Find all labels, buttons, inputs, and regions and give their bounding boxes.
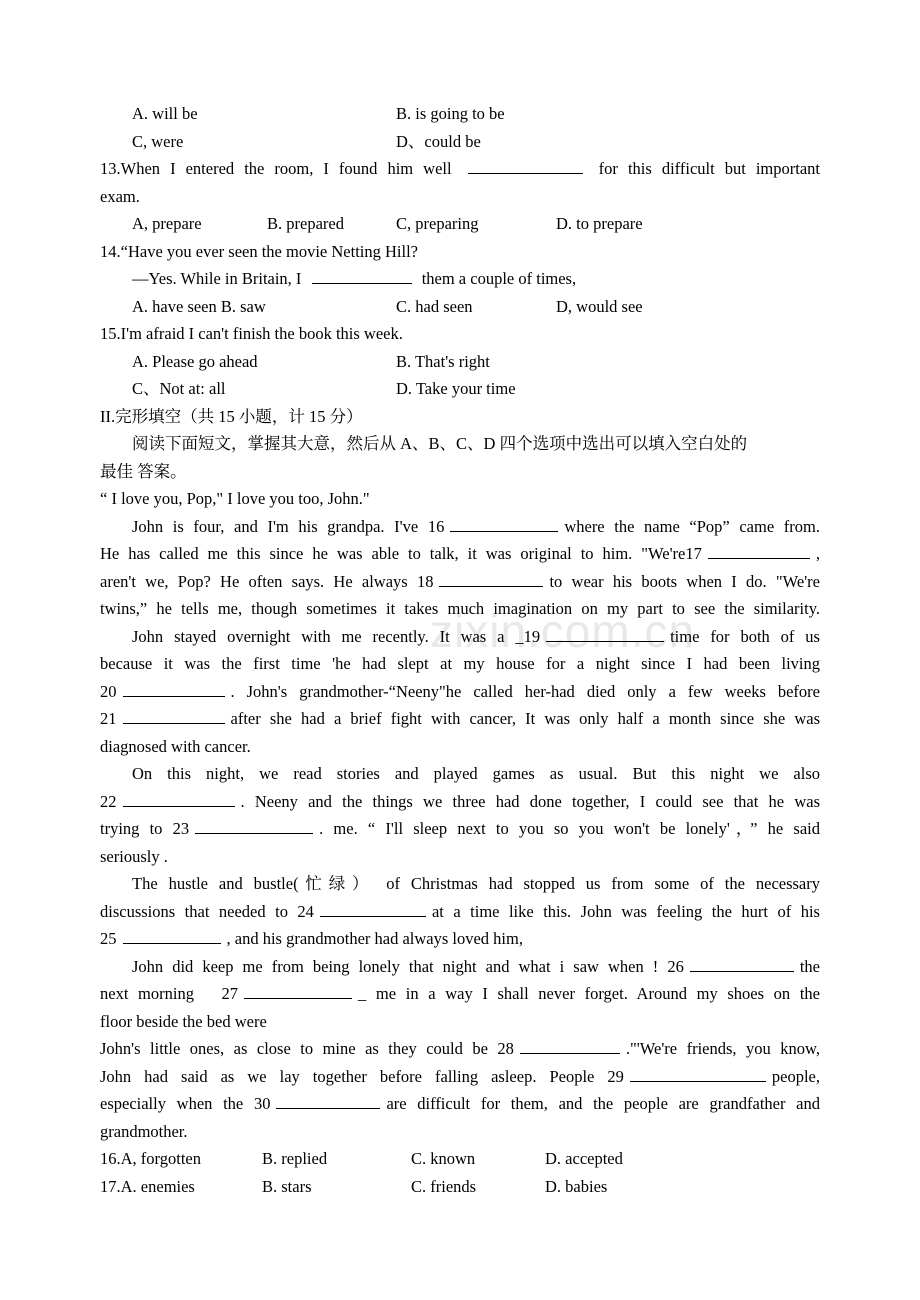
passage-text: John did keep me from being lonely that night and what i saw when ! 26 bbox=[132, 956, 684, 976]
q12-options-row2 bbox=[100, 128, 820, 156]
passage-line bbox=[100, 568, 820, 596]
q15-option-a: A. Please go ahead bbox=[132, 351, 258, 371]
passage-line: seriously . bbox=[100, 846, 168, 866]
passage-line bbox=[100, 513, 820, 541]
blank-22 bbox=[123, 788, 235, 807]
passage-text: John stayed overnight with me recently. It was a _19 bbox=[132, 626, 541, 646]
q13-option-b: B. prepared bbox=[267, 214, 344, 233]
blank-29 bbox=[630, 1063, 766, 1082]
q13-text: 13.When I entered the room, I found him well bbox=[100, 159, 452, 178]
q14-reply bbox=[100, 265, 820, 293]
q13-options bbox=[100, 210, 820, 238]
q14-options bbox=[100, 293, 820, 321]
blank-19 bbox=[546, 623, 664, 642]
passage-text: where the name “Pop” came from. bbox=[564, 516, 820, 536]
q17-option-d: D. babies bbox=[545, 1176, 608, 1196]
passage-text: 20 bbox=[100, 681, 117, 701]
passage-text: discussions that needed to 24 bbox=[100, 901, 314, 921]
passage-text: are difficult for them, and the people are grandfather and bbox=[386, 1094, 820, 1113]
passage-text: after she had a brief fight with cancer, It was only half a month since she was bbox=[230, 709, 820, 728]
passage-line bbox=[100, 1063, 820, 1091]
blank-27 bbox=[244, 980, 352, 999]
passage-text: to wear his boots when I do. "We're bbox=[549, 571, 820, 591]
section2-instructions-cont: 最佳 答案。 bbox=[100, 461, 187, 481]
passage-text: John's little ones, as close to mine as they could be 28 bbox=[100, 1039, 514, 1058]
passage-text: 22 bbox=[100, 791, 117, 811]
passage-text: people, bbox=[771, 1066, 820, 1086]
watermark: zixin.com.cn bbox=[430, 605, 696, 657]
passage-text: aren't we, Pop? He often says. He always 18 bbox=[100, 571, 434, 591]
q12-option-b: B. is going to be bbox=[396, 104, 505, 123]
q16-option-b: B. replied bbox=[262, 1149, 328, 1168]
passage-line: The hustle and bustle(忙绿） of Christmas had stopped us from some of the necessary bbox=[132, 874, 820, 893]
passage-line bbox=[100, 623, 820, 651]
passage-line: because it was the first time 'he had slept at my house for a night since I had been living bbox=[100, 654, 820, 673]
passage-line bbox=[100, 540, 820, 568]
passage-text: trying to 23 bbox=[100, 819, 190, 838]
q14-option-c: C. had seen bbox=[396, 296, 473, 316]
passage-title: “ I love you, Pop," I love you too, John." bbox=[100, 489, 370, 508]
q17-option-b: B. stars bbox=[262, 1176, 312, 1196]
blank-16 bbox=[450, 513, 558, 532]
passage-line: twins,” he tells me, though sometimes it takes much imagination on my part to see the similarity. bbox=[100, 599, 820, 618]
q15-option-b: B. That's right bbox=[396, 351, 490, 371]
q16-option-d: D. accepted bbox=[545, 1149, 623, 1168]
passage-line bbox=[100, 705, 820, 733]
q15-option-d: D. Take your time bbox=[396, 379, 516, 398]
q12-option-d: D、could be bbox=[396, 131, 481, 151]
passage-text: John had said as we lay together before falling asleep. People 29 bbox=[100, 1066, 624, 1086]
passage-text: He has called me this since he was able to talk, it was original to him. "We're17 bbox=[100, 544, 702, 563]
q15-stem: 15.I'm afraid I can't finish the book this week. bbox=[100, 324, 403, 343]
blank-28 bbox=[520, 1035, 620, 1054]
passage-line: diagnosed with cancer. bbox=[100, 736, 251, 756]
passage-text: especially when the 30 bbox=[100, 1094, 271, 1113]
passage-line: grandmother. bbox=[100, 1121, 188, 1141]
passage-line bbox=[100, 788, 820, 816]
passage-line bbox=[100, 815, 820, 843]
passage-line bbox=[100, 678, 820, 706]
passage-text: next morning 27 bbox=[100, 984, 239, 1003]
q15-option-c: C、Not at: all bbox=[132, 379, 226, 398]
q13-option-c: C, preparing bbox=[396, 214, 479, 233]
q15-options-row1 bbox=[100, 348, 820, 376]
blank-17 bbox=[708, 540, 810, 559]
q12-options-row1 bbox=[100, 100, 820, 128]
q13-stem-cont: exam. bbox=[100, 186, 140, 206]
passage-line bbox=[100, 925, 820, 953]
q14-blank bbox=[312, 265, 412, 284]
q14-option-d: D, would see bbox=[556, 296, 643, 316]
q12-option-c: C, were bbox=[132, 131, 184, 151]
passage-text: , and his grandmother had always loved him, bbox=[226, 929, 523, 948]
blank-24 bbox=[320, 898, 426, 917]
passage-text: . John's grandmother-“Neeny"he called her-had died only a few weeks before bbox=[230, 681, 820, 701]
blank-18 bbox=[439, 568, 543, 587]
passage-text: , bbox=[815, 544, 820, 563]
passage-line bbox=[100, 953, 820, 981]
blank-21 bbox=[123, 705, 225, 724]
exam-page bbox=[100, 100, 820, 1200]
q14-reply-text: —Yes. While in Britain, I bbox=[132, 269, 302, 288]
passage-line: On this night, we read stories and played games as usual. But this night we also bbox=[132, 764, 820, 783]
section2-title: II.完形填空（共 15 小题，计 15 分） bbox=[100, 406, 363, 426]
blank-23 bbox=[195, 815, 313, 834]
passage-text: at a time like this. John was feeling the hurt of his bbox=[431, 901, 820, 921]
passage-line bbox=[100, 980, 820, 1008]
q17-options bbox=[100, 1173, 820, 1201]
q13-stem bbox=[100, 155, 820, 183]
q17-option-a: 17.A. enemies bbox=[100, 1176, 195, 1196]
passage-text: John is four, and I'm his grandpa. I've 16 bbox=[132, 516, 445, 536]
passage-text: time for both of us bbox=[670, 626, 820, 646]
passage-text: . me. “ I'll sleep next to you so you won't be lonely'，” he said bbox=[319, 819, 821, 838]
passage-line bbox=[100, 1035, 820, 1063]
q13-option-d: D. to prepare bbox=[556, 214, 643, 233]
q13-text-after: for this difficult but important bbox=[598, 159, 821, 178]
blank-26 bbox=[690, 953, 794, 972]
passage-line: floor beside the bed were bbox=[100, 1011, 267, 1031]
blank-30 bbox=[276, 1090, 380, 1109]
q16-option-c: C. known bbox=[411, 1149, 476, 1168]
passage-text: the bbox=[799, 956, 820, 976]
passage-text: 25 bbox=[100, 929, 117, 948]
q15-options-row2 bbox=[100, 375, 820, 403]
q16-option-a: 16.A, forgotten bbox=[100, 1149, 201, 1168]
passage-text: . Neeny and the things we three had done together, I could see that he was bbox=[240, 791, 820, 811]
q14-stem: 14.“Have you ever seen the movie Netting Hill? bbox=[100, 241, 418, 261]
passage-line bbox=[100, 898, 820, 926]
passage-text: ."'We're friends, you know, bbox=[625, 1039, 820, 1058]
blank-25 bbox=[123, 925, 221, 944]
passage-text: _ me in a way I shall never forget. Around my shoes on the bbox=[358, 984, 820, 1003]
blank-20 bbox=[123, 678, 225, 697]
passage-line bbox=[100, 1090, 820, 1118]
section2-instructions: 阅读下面短文，掌握其大意，然后从 A、B、C、D 四个选项中选出可以填入空白处的 bbox=[132, 434, 748, 453]
passage-text: 21 bbox=[100, 709, 117, 728]
q14-reply-after: them a couple of times, bbox=[421, 269, 577, 288]
q12-option-a: A. will be bbox=[132, 104, 198, 123]
q14-option-ab: A. have seen B. saw bbox=[132, 296, 266, 316]
q16-options bbox=[100, 1145, 820, 1173]
q13-blank bbox=[468, 155, 583, 174]
q17-option-c: C. friends bbox=[411, 1176, 477, 1196]
q13-option-a: A, prepare bbox=[132, 214, 202, 233]
